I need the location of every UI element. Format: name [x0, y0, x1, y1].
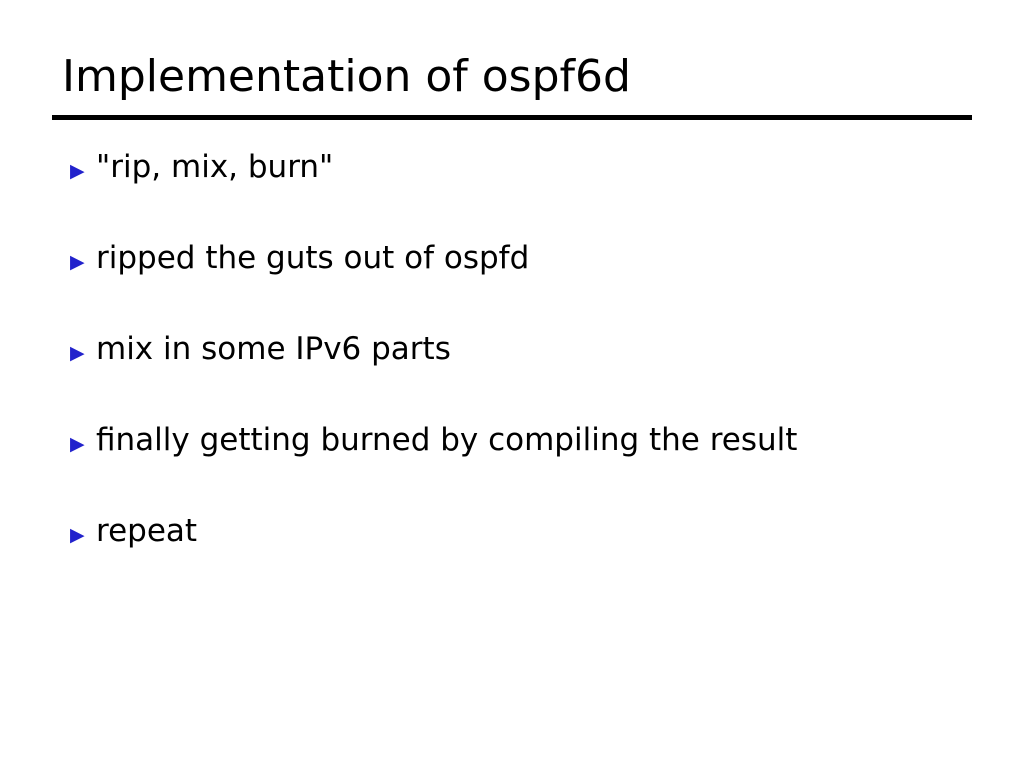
list-item — [70, 512, 970, 603]
list-item-label: finally getting burned by compiling the result — [96, 422, 798, 458]
list-item — [70, 330, 970, 421]
list-item — [70, 421, 970, 512]
list-item-label: "rip, mix, burn" — [96, 149, 334, 185]
triangle-right-icon: ▶ — [70, 433, 85, 455]
list-item-label: mix in some IPv6 parts — [96, 331, 451, 367]
list-item-label: repeat — [96, 513, 198, 549]
triangle-right-icon: ▶ — [70, 342, 85, 364]
list-item — [70, 148, 970, 239]
triangle-right-icon: ▶ — [70, 524, 85, 546]
triangle-right-icon: ▶ — [70, 251, 85, 273]
page-title: Implementation of ospf6d — [62, 51, 631, 102]
title-divider — [52, 115, 972, 120]
triangle-right-icon: ▶ — [70, 160, 85, 182]
bullet-list — [70, 148, 970, 603]
list-item-label: ripped the guts out of ospfd — [96, 240, 530, 276]
list-item — [70, 239, 970, 330]
